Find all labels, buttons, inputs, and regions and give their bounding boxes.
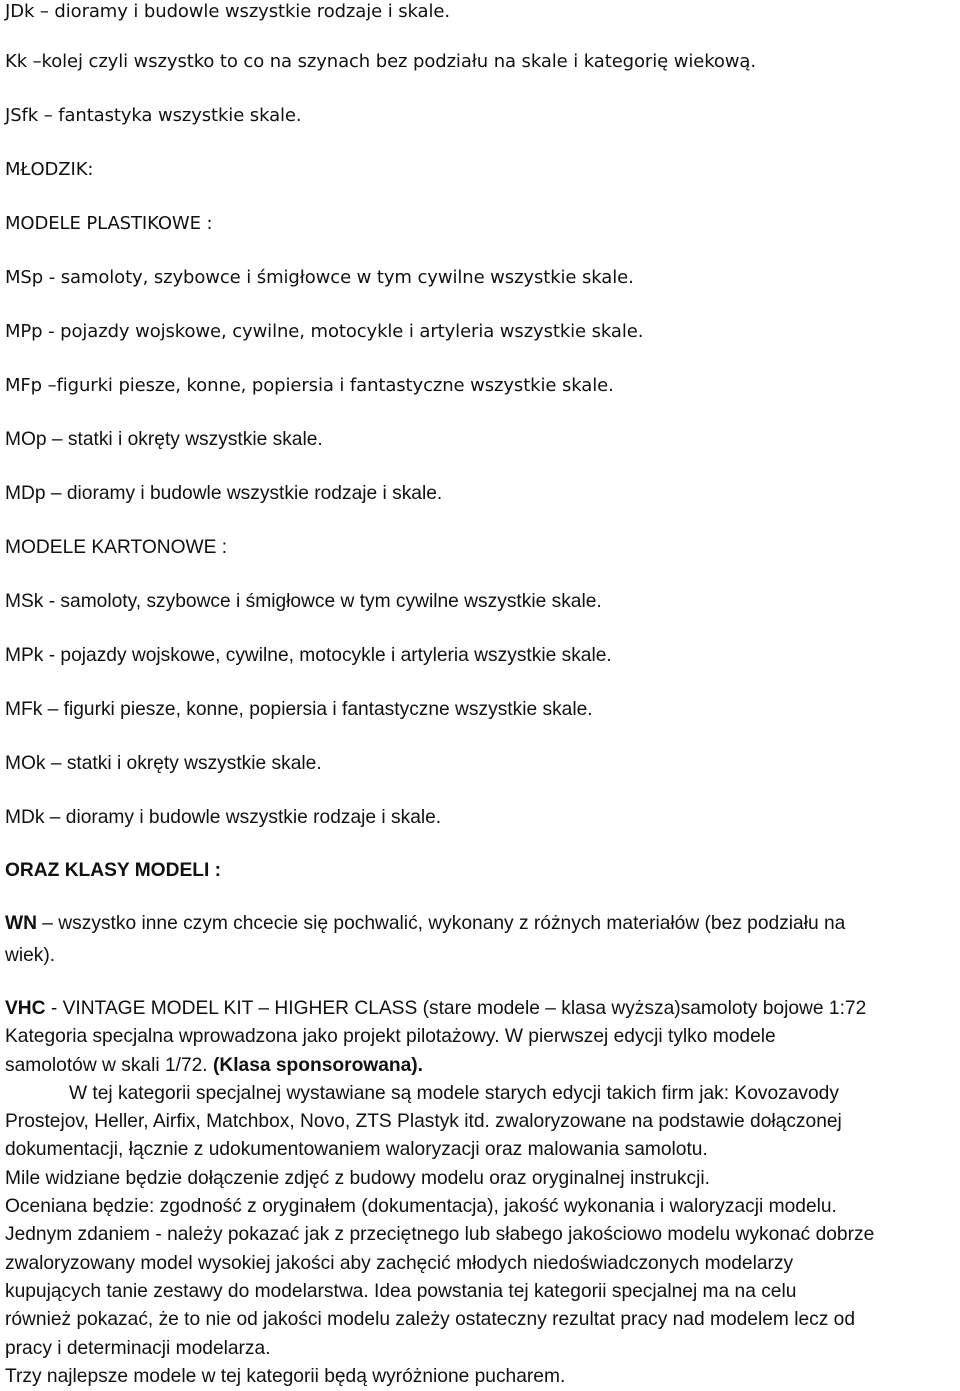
line-jdk: JDk – dioramy i budowle wszystkie rodzaje i skale. — [5, 1, 450, 22]
vhc-line-3 — [5, 1052, 957, 1080]
wn-text: – wszystko inne czym chcecie się pochwalić, wykonany z różnych materiałów (bez podziału na — [36, 913, 846, 934]
line-mdk: MDk – dioramy i budowle wszystkie rodzaje i skale. — [5, 807, 442, 828]
vhc-paragraph-line: Mile widziane będzie dołączenie zdjęć z budowy modelu oraz oryginalnej instrukcji. — [5, 1167, 710, 1189]
line-msp: MSp - samoloty, szybowce i śmigłowce w tym cywilne wszystkie skale. — [5, 267, 634, 288]
line-mop: MOp – statki i okręty wszystkie skale. — [5, 429, 323, 450]
wn-line-1 — [5, 912, 845, 936]
line-mfp: MFp –figurki piesze, konne, popiersia i fantastyczne wszystkie skale. — [5, 375, 614, 396]
vhc-section — [5, 995, 957, 1391]
vhc-paragraph-line: również pokazać, że to nie od jakości modelu zależy ostateczny rezultat pracy nad modelem lecz od — [5, 1309, 856, 1331]
vhc-paragraph-line: Jednym zdaniem - należy pokazać jak z przeciętnego lub słabego jakościowo modelu wykonać dobrze — [5, 1224, 875, 1246]
line-mpk: MPk - pojazdy wojskowe, cywilne, motocykle i artyleria wszystkie skale. — [5, 645, 612, 666]
vhc-paragraph-line: Trzy najlepsze modele w tej kategorii będą wyróżnione pucharem. — [5, 1365, 566, 1387]
line-kk: Kk –kolej czyli wszystko to co na szynach bez podziału na skale i kategorię wiekową. — [5, 51, 756, 72]
line-mdp: MDp – dioramy i budowle wszystkie rodzaje i skale. — [5, 483, 443, 504]
vhc-line-1 — [5, 995, 957, 1023]
oraz-heading-text: ORAZ KLASY MODELI : — [5, 860, 222, 881]
vhc-title: - VINTAGE MODEL KIT – HIGHER CLASS (stare modele – klasa wyższa)samoloty bojowe 1:72 — [45, 998, 867, 1019]
heading-mlodzik: MŁODZIK: — [5, 159, 94, 180]
vhc-paragraph-line: kupujących tanie zestawy do modelarstwa. Idea powstania tej kategorii specjalnej ma na celu — [5, 1280, 797, 1302]
vhc-paragraph-line: pracy i determinacji modelarza. — [5, 1337, 271, 1359]
heading-modele-kartonowe: MODELE KARTONOWE : — [5, 537, 228, 558]
vhc-code: VHC — [5, 998, 46, 1019]
wn-line-2: wiek). — [5, 945, 56, 966]
vhc-paragraph-line: W tej kategorii specjalnej wystawiane są modele starych edycji takich firm jak: Kovozavody — [5, 1082, 839, 1104]
line-mok: MOk – statki i okręty wszystkie skale. — [5, 753, 322, 774]
heading-oraz-klasy — [5, 859, 221, 883]
vhc-paragraph-line: Oceniana będzie: zgodność z oryginałem (dokumentacja), jakość wykonania i waloryzacji modelu. — [5, 1196, 837, 1218]
vhc-paragraph-line: zwaloryzowany model wysokiej jakości aby zachęcić młodych niedoświadczonych modelarzy — [5, 1252, 794, 1274]
heading-modele-plastikowe: MODELE PLASTIKOWE : — [5, 213, 213, 234]
line-msk: MSk - samoloty, szybowce i śmigłowce w tym cywilne wszystkie skale. — [5, 591, 602, 612]
vhc-line-2: Kategoria specjalna wprowadzona jako projekt pilotażowy. W pierwszej edycji tylko modele — [5, 1026, 776, 1048]
vhc-paragraph-line: dokumentacji, łącznie z udokumentowaniem waloryzacji oraz malowania samolotu. — [5, 1139, 708, 1161]
line-mfk: MFk – figurki piesze, konne, popiersia i fantastyczne wszystkie skale. — [5, 699, 593, 720]
line-mpp: MPp - pojazdy wojskowe, cywilne, motocykle i artyleria wszystkie skale. — [5, 321, 644, 342]
vhc-sponsored: (Klasa sponsorowana). — [212, 1054, 423, 1076]
vhc-line-3-text: samolotów w skali 1/72. — [5, 1054, 213, 1076]
line-jsfk: JSfk – fantastyka wszystkie skale. — [5, 105, 302, 126]
wn-code: WN — [5, 913, 37, 934]
vhc-paragraph-line: Prostejov, Heller, Airfix, Matchbox, Novo, ZTS Plastyk itd. zwaloryzowane na podstawie dołączonej — [5, 1111, 842, 1133]
